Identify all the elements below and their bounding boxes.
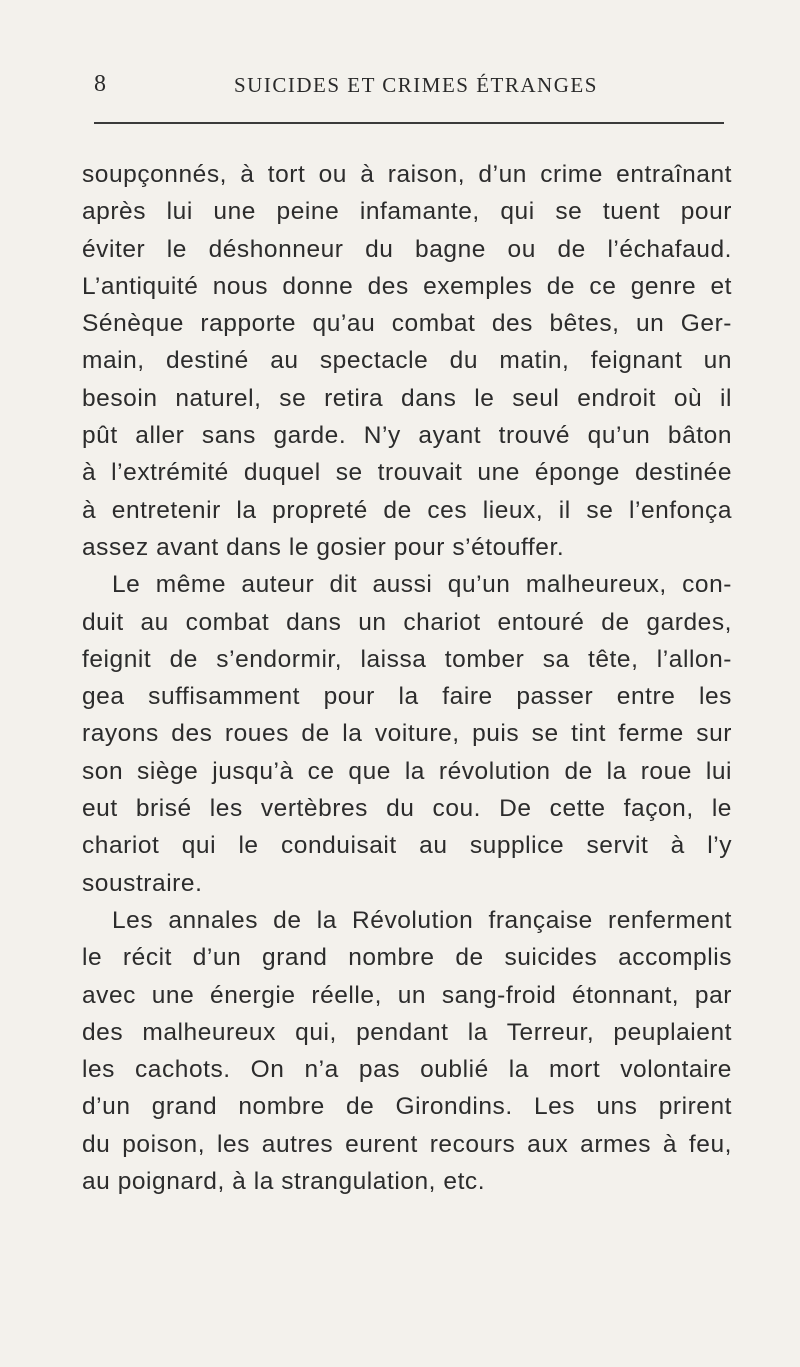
page-number: 8 xyxy=(94,71,106,97)
header-rule xyxy=(94,122,724,124)
text-line: le récit d’un grand nombre de suicides accomplis xyxy=(82,944,732,972)
text-line: chariot qui le conduisait au supplice servit à l’y xyxy=(82,832,732,860)
text-line: pût aller sans garde. N’y ayant trouvé qu’un bâton xyxy=(82,422,732,450)
body-text xyxy=(82,156,732,1200)
text-line: après lui une peine infamante, qui se tuent pour xyxy=(82,198,732,226)
text-line: Le même auteur dit aussi qu’un malheureux, con- xyxy=(112,571,732,599)
text-line: éviter le déshonneur du bagne ou de l’échafaud. xyxy=(82,235,732,263)
text-line: duit au combat dans un chariot entouré de gardes, xyxy=(82,608,732,636)
text-line: assez avant dans le gosier pour s’étouffer. xyxy=(82,533,565,561)
running-title: SUICIDES ET CRIMES ÉTRANGES xyxy=(234,73,598,97)
text-line: rayons des roues de la voiture, puis se tint ferme sur xyxy=(82,720,732,748)
text-line: son siège jusqu’à ce que la révolution de la roue lui xyxy=(82,757,732,785)
text-line: Les annales de la Révolution française renferment xyxy=(112,906,732,934)
text-line: au poignard, à la strangulation, etc. xyxy=(82,1168,486,1196)
text-line: d’un grand nombre de Girondins. Les uns prirent xyxy=(82,1093,732,1121)
text-line: Sénèque rapporte qu’au combat des bêtes, un Ger- xyxy=(82,310,732,338)
page-header xyxy=(94,68,724,108)
text-line: besoin naturel, se retira dans le seul endroit où il xyxy=(82,384,732,412)
text-line: feignit de s’endormir, laissa tomber sa tête, l’allon- xyxy=(82,645,732,673)
text-line: gea suffisamment pour la faire passer entre les xyxy=(82,683,732,711)
text-line: main, destiné au spectacle du matin, feignant un xyxy=(82,347,732,375)
text-line: des malheureux qui, pendant la Terreur, peuplaient xyxy=(82,1018,732,1046)
text-line: les cachots. On n’a pas oublié la mort volontaire xyxy=(82,1056,732,1084)
text-line: du poison, les autres eurent recours aux armes à feu, xyxy=(82,1130,732,1158)
text-line: soustraire. xyxy=(82,869,203,897)
text-line: à l’extrémité duquel se trouvait une éponge destinée xyxy=(82,459,732,487)
text-line: soupçonnés, à tort ou à raison, d’un crime entraînant xyxy=(82,161,732,188)
text-line: à entretenir la propreté de ces lieux, il se l’enfonça xyxy=(82,496,732,524)
text-line: L’antiquité nous donne des exemples de ce genre et xyxy=(82,272,732,300)
text-line: eut brisé les vertèbres du cou. De cette façon, le xyxy=(82,795,732,823)
text-line: avec une énergie réelle, un sang-froid étonnant, par xyxy=(82,981,732,1009)
